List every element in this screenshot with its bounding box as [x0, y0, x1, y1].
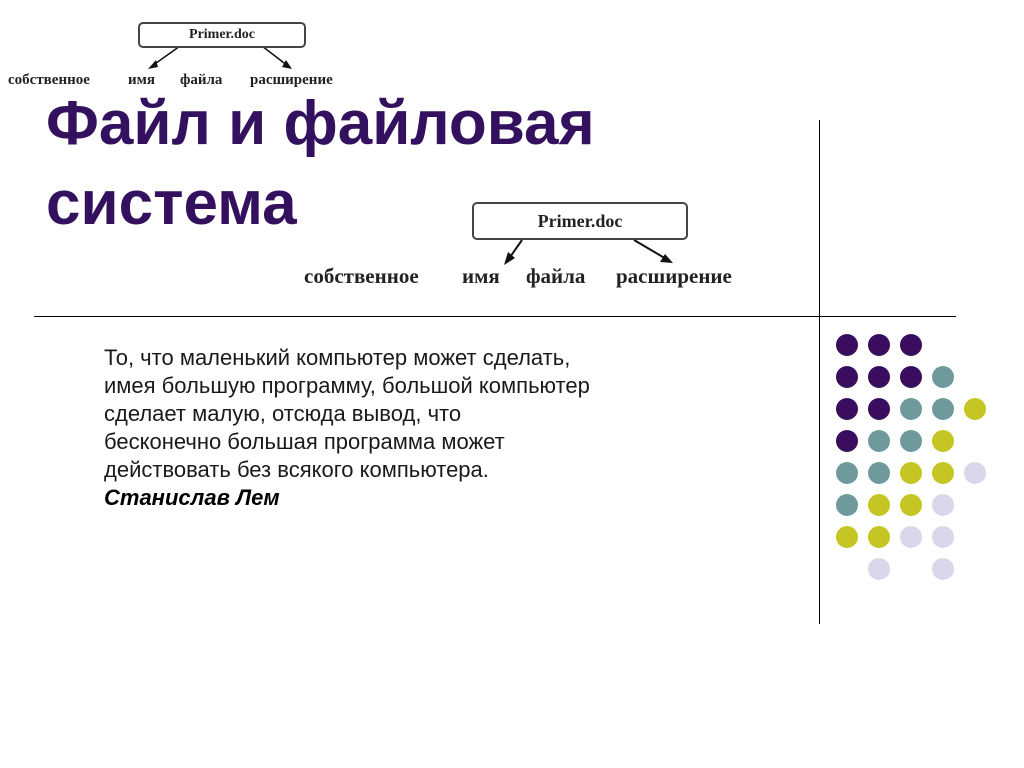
own-label: собственное — [304, 264, 419, 288]
dot-purple — [868, 334, 890, 356]
file-label: файла — [526, 264, 586, 288]
dot-lime — [900, 494, 922, 516]
quote-block — [104, 344, 804, 512]
dot-purple — [836, 430, 858, 452]
file-name-box: Primer.doc — [472, 202, 688, 240]
dot-purple — [836, 398, 858, 420]
name-label: имя — [462, 264, 500, 288]
dot-teal — [900, 430, 922, 452]
dot-lavender — [932, 558, 954, 580]
slide-title: Файл и файловая система — [46, 89, 595, 238]
decorative-dots — [836, 334, 996, 584]
dot-lime — [932, 430, 954, 452]
extension-label: расширение — [616, 264, 732, 288]
dot-lime — [836, 526, 858, 548]
dot-lime — [868, 526, 890, 548]
extension-label: расширение — [250, 72, 333, 88]
dot-teal — [900, 398, 922, 420]
quote-author: Станислав Лем — [104, 485, 280, 510]
dot-lime — [868, 494, 890, 516]
dot-purple — [900, 334, 922, 356]
dot-teal — [932, 366, 954, 388]
dot-lavender — [868, 558, 890, 580]
dot-lime — [932, 462, 954, 484]
dot-teal — [868, 462, 890, 484]
dot-teal — [932, 398, 954, 420]
dot-purple — [868, 398, 890, 420]
dot-lavender — [932, 526, 954, 548]
dot-purple — [836, 334, 858, 356]
dot-purple — [868, 366, 890, 388]
dot-purple — [900, 366, 922, 388]
dot-lavender — [964, 462, 986, 484]
filename-diagram-small — [0, 14, 368, 94]
dot-lavender — [932, 494, 954, 516]
name-label: имя — [128, 72, 155, 88]
file-label: файла — [180, 72, 223, 88]
dot-teal — [836, 494, 858, 516]
quote-text: То, что маленький компьютер может сделать, имея большую программу, большой компьютер сделает малую, отсюда вывод, что бесконечно большая программа может действовать без всякого компьютера. — [104, 345, 590, 482]
vertical-divider — [819, 120, 820, 624]
dot-purple — [836, 366, 858, 388]
dot-lime — [964, 398, 986, 420]
own-label: собственное — [8, 72, 90, 88]
dot-teal — [836, 462, 858, 484]
horizontal-divider — [34, 316, 956, 317]
dot-lime — [900, 462, 922, 484]
dot-teal — [868, 430, 890, 452]
dot-lavender — [900, 526, 922, 548]
file-name-box: Primer.doc — [138, 22, 306, 48]
